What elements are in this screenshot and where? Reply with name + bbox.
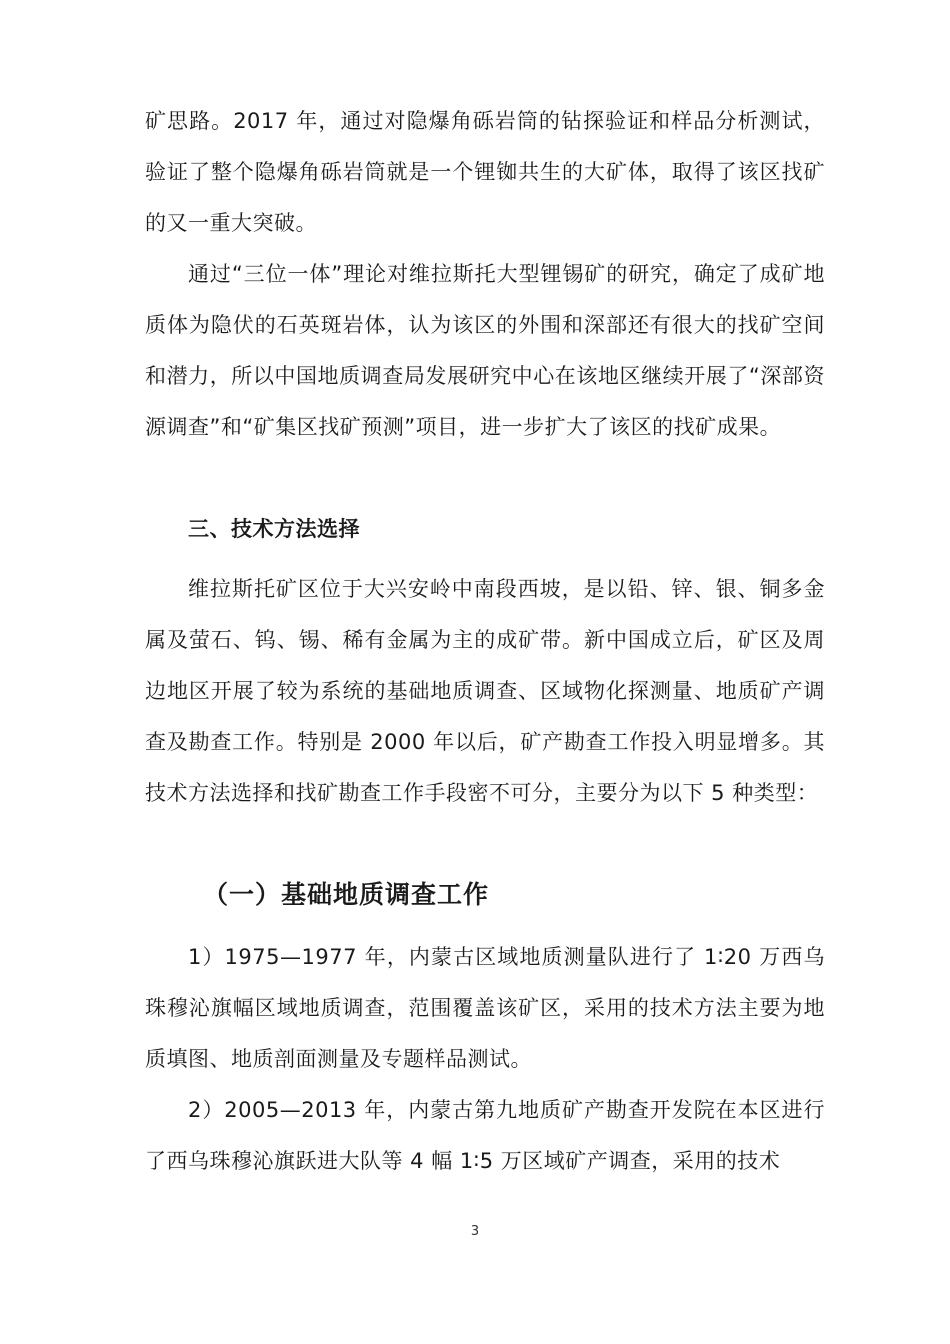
page-number: 3: [470, 1224, 480, 1239]
list-item-1975-1977-survey: 1）1975—1977 年，内蒙古区域地质测量队进行了 1∶20 万西乌珠穆沁旗幅区域地质调查，范围覆盖该矿区，采用的技术方法主要为地质填图、地质剖面测量及专题样品测试。: [145, 945, 825, 1071]
paragraph-continuation: 矿思路。2017 年，通过对隐爆角砾岩筒的钻探验证和样品分析测试，验证了整个隐爆角砾岩筒就是一个锂铷共生的大矿体，取得了该区找矿的又一重大突破。: [145, 109, 825, 235]
paragraph-three-in-one-theory: 通过“三位一体”理论对维拉斯托大型锂锡矿的研究，确定了成矿地质体为隐伏的石英斑岩体，认为该区的外围和深部还有很大的找矿空间和潜力，所以中国地质调查局发展研究中心在该地区继续开展了“深部资源调查”和“矿集区找矿预测”项目，进一步扩大了该区的找矿成果。: [145, 262, 825, 439]
list-item-2005-2013-survey: 2）2005—2013 年，内蒙古第九地质矿产勘查开发院在本区进行了西乌珠穆沁旗跃进大队等 4 幅 1∶5 万区域矿产调查，采用的技术: [145, 1098, 825, 1173]
paragraph-mining-area-overview: 维拉斯托矿区位于大兴安岭中南段西坡，是以铅、锌、银、铜多金属及萤石、钨、锡、稀有金属为主的成矿带。新中国成立后，矿区及周边地区开展了较为系统的基础地质调查、区域物化探测量、地质矿产调查及勘查工作。特别是 2000 年以后，矿产勘查工作投入明显增多。其技术方法选择和找矿勘查工作手段密不可分，主要分为以下 5 种类型：: [145, 577, 825, 805]
subsection-heading: （一）基础地质调查工作: [203, 880, 490, 909]
section-heading: 三、技术方法选择: [188, 517, 360, 541]
